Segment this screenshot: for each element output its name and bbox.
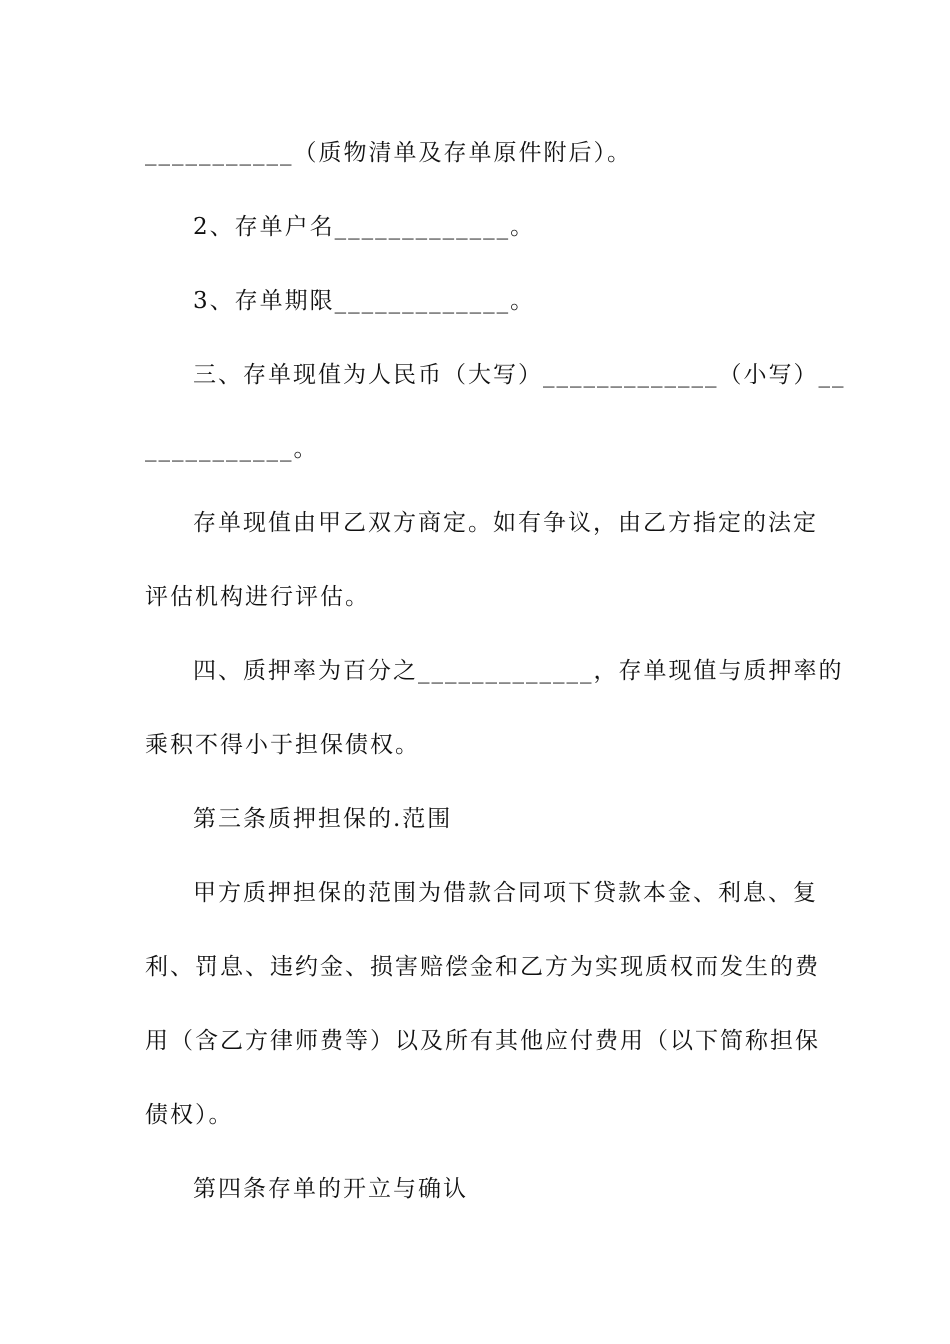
text-line: 利、罚息、违约金、损害赔偿金和乙方为实现质权而发生的费 [145,954,820,980]
section-heading: 第三条质押担保的.范围 [193,806,453,832]
text-line: 用（含乙方律师费等）以及所有其他应付费用（以下简称担保 [145,1028,820,1054]
text-line: 四、质押率为百分之_____________，存单现值与质押率的 [193,658,844,684]
text-line: ___________（质物清单及存单原件附后）。 [145,140,632,166]
text-line: 3、存单期限_____________。 [193,288,536,314]
text-line: 债权）。 [145,1102,234,1128]
text-line: 评估机构进行评估。 [145,584,370,610]
text-line: 三、存单现值为人民币（大写）_____________（小写）__ [193,362,846,388]
text-line: 乘积不得小于担保债权。 [145,732,420,758]
text-line: 存单现值由甲乙双方商定。如有争议，由乙方指定的法定 [193,510,818,536]
text-line: 甲方质押担保的范围为借款合同项下贷款本金、利息、复 [193,880,818,906]
text-line: ___________。 [145,436,319,462]
text-line: 2、存单户名_____________。 [193,214,536,240]
section-heading: 第四条存单的开立与确认 [193,1176,468,1202]
